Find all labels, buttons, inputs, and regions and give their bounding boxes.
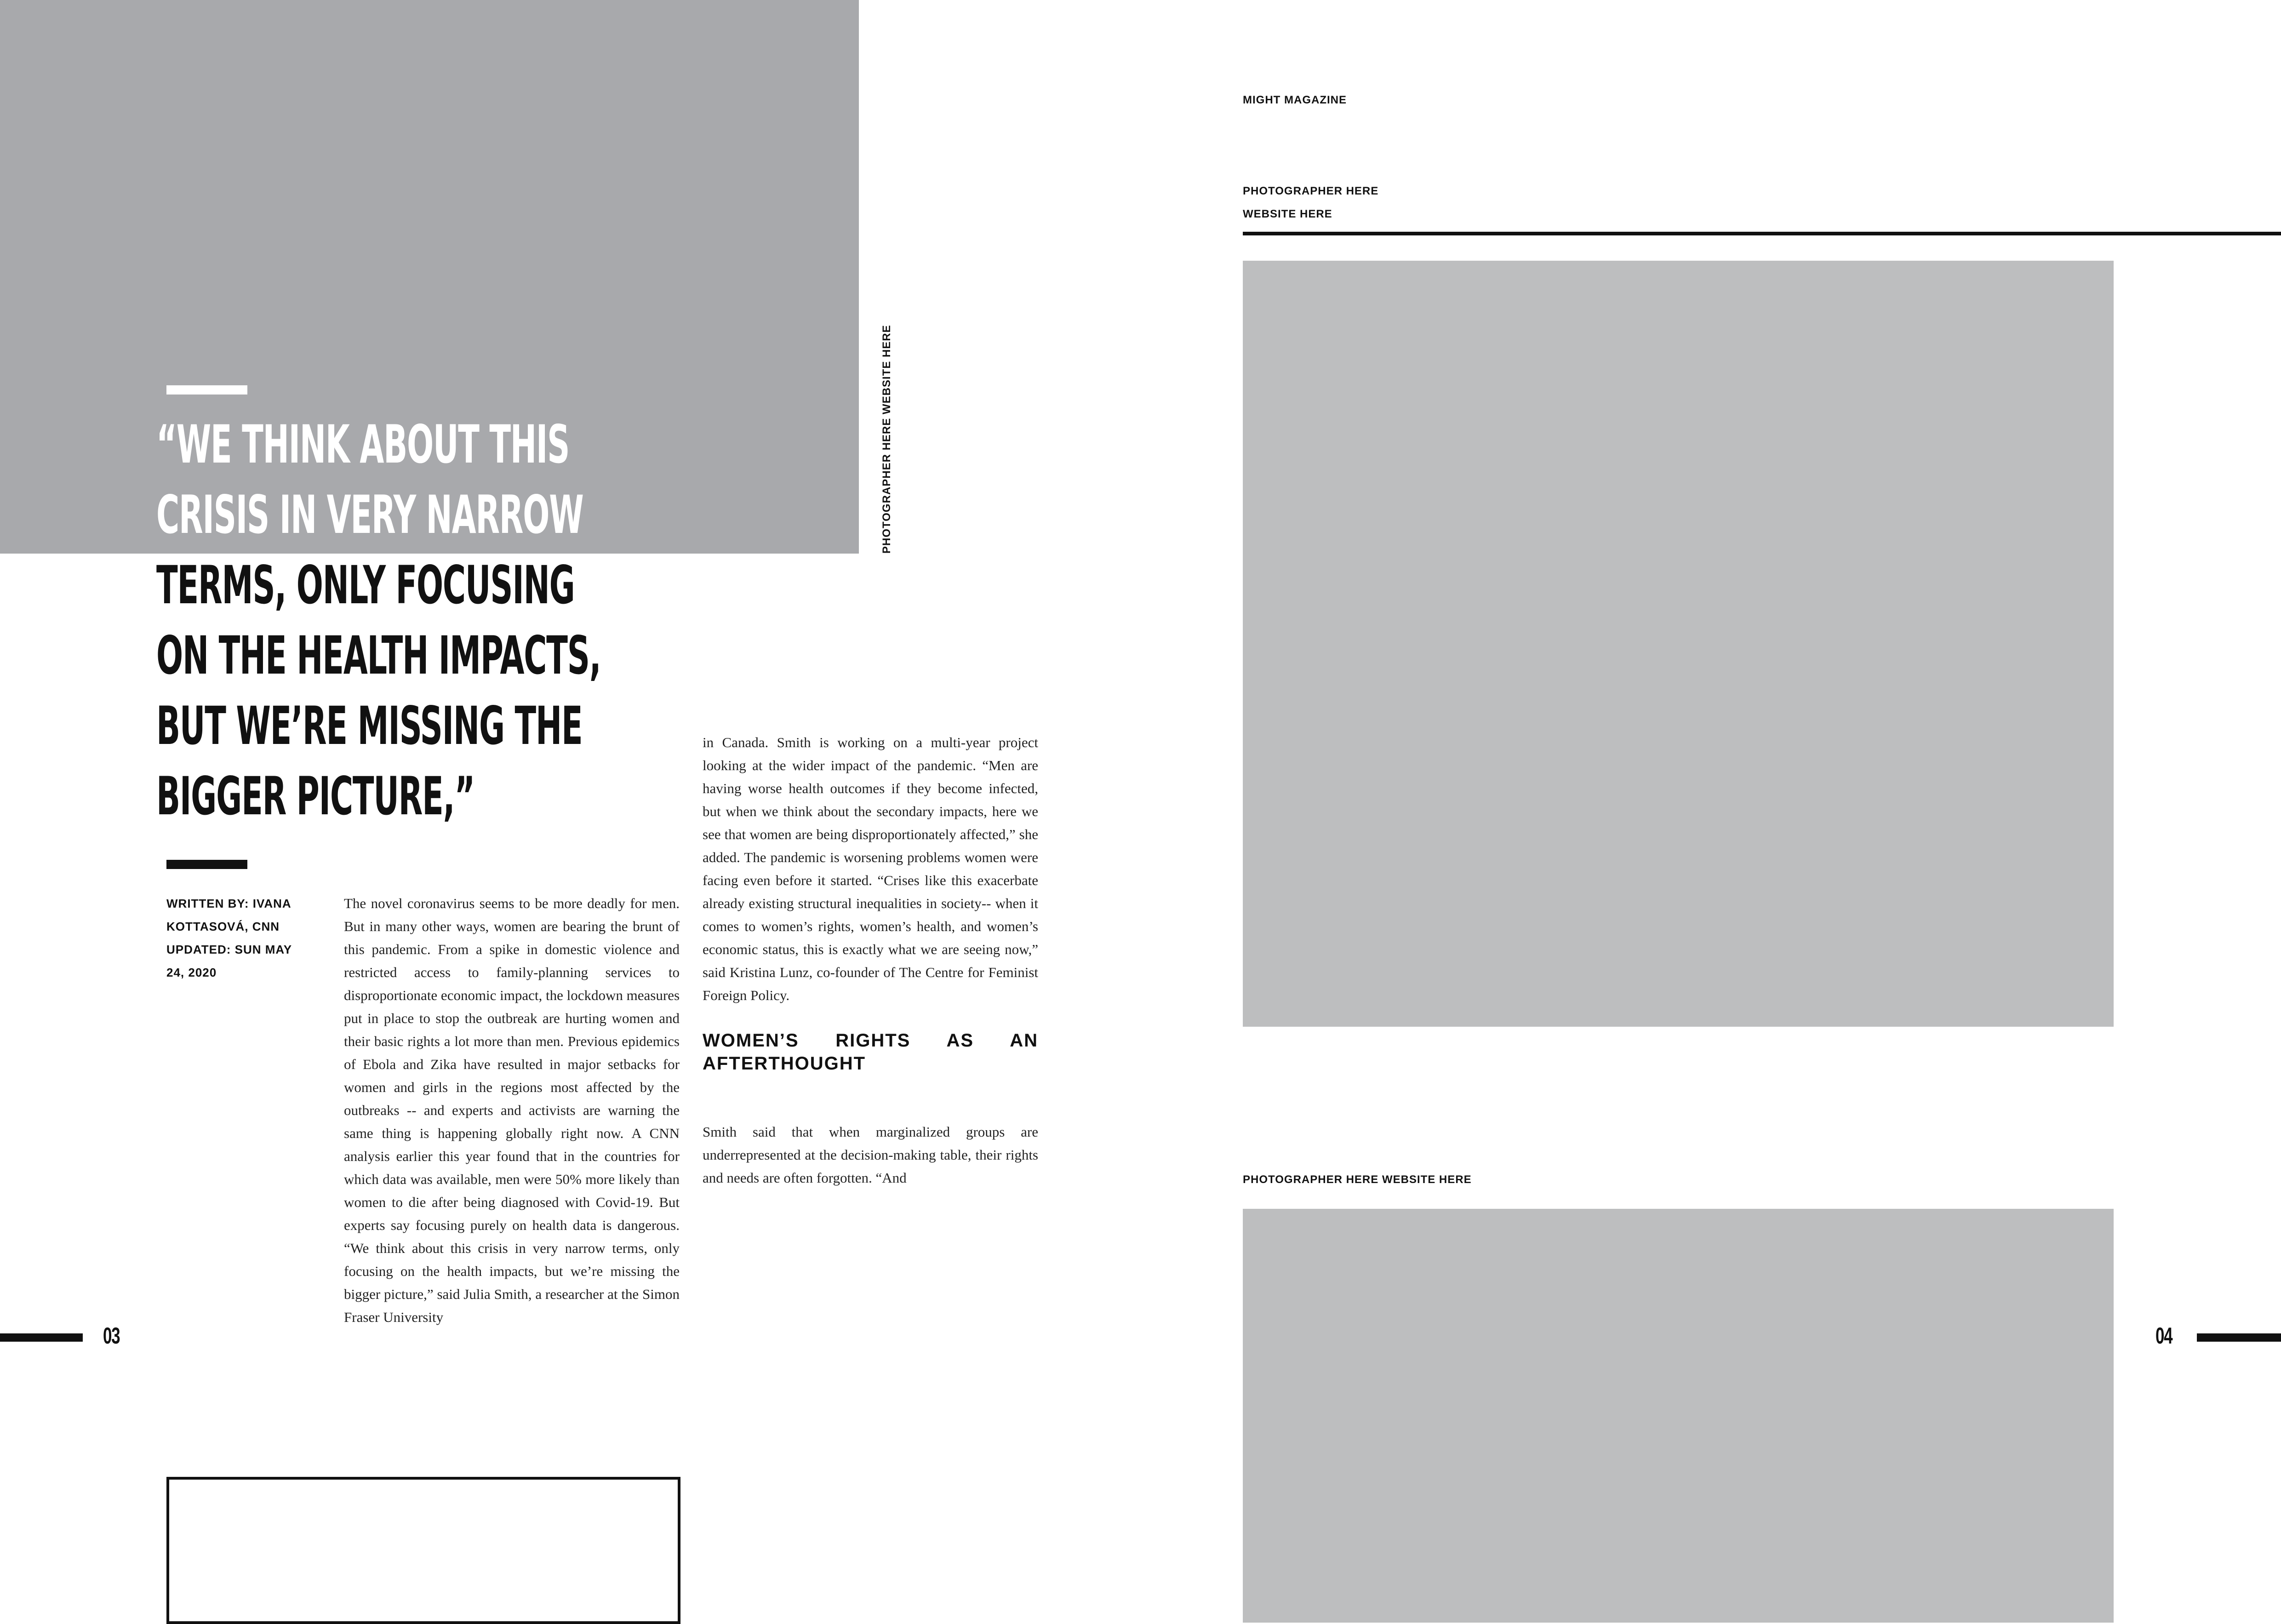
photo-credit-line: PHOTOGRAPHER HERE WEBSITE HERE [1243, 1173, 1472, 1186]
byline [166, 892, 314, 984]
quote-dash-bottom [166, 860, 247, 869]
outlined-box [166, 1477, 680, 1624]
pull-quote [156, 409, 601, 831]
article-body-column-2 [703, 731, 1038, 1104]
article-body-column-1: The novel coronavirus seems to be more deadly for men. But in many other ways, women are bearing the brunt of this pandemic. From a spike in domestic violence and restricted access to family-planning services to disproportionate economic impact, the lockdown measures put in place to stop the outbreak are hurting women and their basic rights a lot more than men. Previous epidemics of Ebola and Zika have resulted in major setbacks for women and girls in the regions most affected by the outbreaks -- and experts and activists are warning the same thing is happening globally right now. A CNN analysis earlier this year found that in the countries for which data was available, men were 50% more likely than women to die after being diagnosed with Covid-19. But experts say focusing purely on health data is dangerous. “We think about this crisis in very narrow terms, only focusing on the health impacts, but we’re missing the bigger picture,” said Julia Smith, a researcher at the Simon Fraser University [344, 895, 680, 1325]
byline-updated: UPDATED: SUN MAY [166, 943, 292, 956]
website-label: WEBSITE HERE [1243, 208, 1332, 220]
article-body-column-2-continued: Smith said that when marginalized groups are underrepresented at the decision-making table, their rights and needs are often forgotten. “And [703, 1124, 1038, 1186]
page-number-bar-right [2197, 1333, 2281, 1342]
quote-dash-top [166, 385, 247, 395]
page-number-left: 03 [103, 1323, 120, 1349]
pull-quote-line: BUT WE’RE MISSING THE [156, 695, 583, 756]
article-paragraph: in Canada. Smith is working on a multi-year project looking at the wider impact of the pandemic. “Men are having worse health outcomes if they become infected, but when we think about the secondary impacts, here we see that women are being disproportionately affected,” she added. The pandemic is worsening problems women were facing even before it started. “Crises like this exacerbate already existing structural inequalities in society-- when it comes to women’s rights, women’s health, and women’s economic status, this is exactly what we are seeing now,” said Kristina Lunz, co-founder of The Centre for Feminist Foreign Policy. [703, 734, 1038, 1003]
photographer-label: PHOTOGRAPHER HERE [1243, 185, 1379, 197]
byline-author-cont: KOTTASOVÁ, CNN [166, 920, 280, 933]
vertical-photo-credit: PHOTOGRAPHER HERE WEBSITE HERE [880, 325, 893, 554]
pull-quote-line: “WE THINK ABOUT THIS [156, 414, 570, 475]
section-subhead: WOMEN’S RIGHTS AS AN AFTERTHOUGHT [703, 1030, 1038, 1074]
photo-placeholder-secondary [1243, 1209, 2114, 1623]
byline-author: WRITTEN BY: IVANA [166, 897, 292, 910]
page-number-bar-left [0, 1333, 83, 1342]
pull-quote-line: ON THE HEALTH IMPACTS, [156, 625, 601, 686]
pull-quote-line: BIGGER PICTURE,” [156, 766, 475, 827]
pull-quote-line: CRISIS IN VERY NARROW [156, 484, 583, 545]
pull-quote-line: TERMS, ONLY FOCUSING [156, 555, 575, 616]
photo-placeholder-main [1243, 261, 2114, 1027]
byline-date: 24, 2020 [166, 966, 217, 979]
page-number-right: 04 [2155, 1323, 2172, 1349]
header-rule [1243, 232, 2281, 235]
magazine-header: MIGHT MAGAZINE [1243, 94, 1347, 106]
